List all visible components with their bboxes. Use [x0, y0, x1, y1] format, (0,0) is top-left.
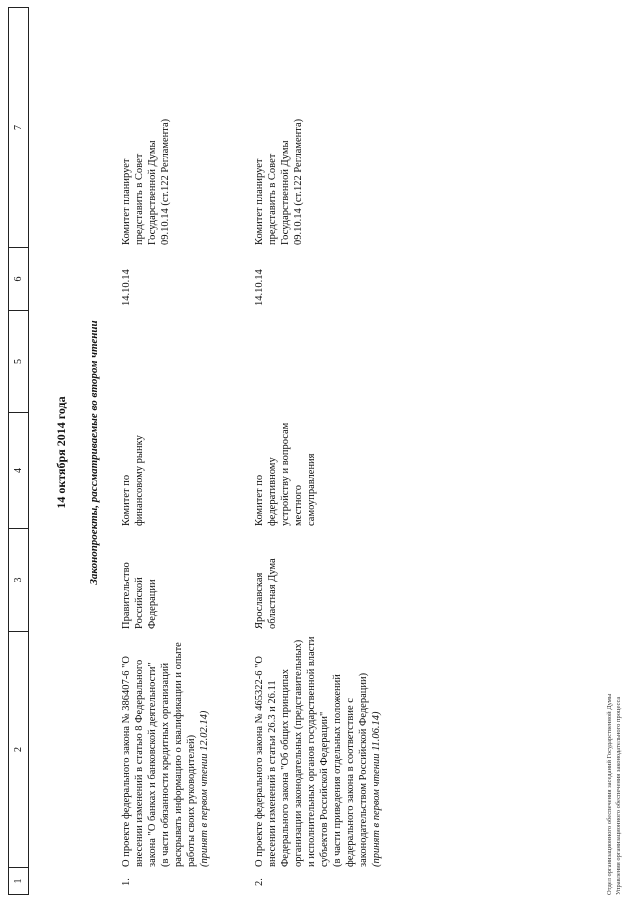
- bill-initiator: Правительство Российской Федерации: [121, 562, 158, 629]
- bill-note: (в части обязанности кредитных организаций раскрывать информацию о квалификации и опыте работы своих руководителей): [160, 642, 197, 867]
- col-num-1: 1: [13, 878, 24, 884]
- col-num-5: 5: [9, 311, 28, 413]
- bill-description: [120, 633, 211, 869]
- footer-line-2: Управления организационного обеспечения законодательного процесса: [615, 696, 622, 895]
- bill-committee: Комитет по финансовому рынку: [121, 435, 145, 526]
- bill-description: [253, 633, 383, 869]
- page-number: [0, 0, 1, 894]
- col-num-3: 3: [9, 529, 28, 632]
- bill-date: 14.10.14: [254, 269, 265, 306]
- bill-title: О проекте федерального закона № 465322-6 "О внесении изменений в статьи 26.3 и 26.11 Федерального закона "Об общих принципах организации законодательных (представительных) и исполнительных органов государственной власти субъектов Российской Федерации": [254, 636, 330, 867]
- bill-number: 1.: [121, 878, 132, 886]
- bill-reading: (принят в первом чтении 12.02.14): [199, 710, 210, 867]
- bill-row: [120, 7, 250, 895]
- bill-committee: Комитет по федеративному устройству и вопросам местного самоуправления: [254, 422, 317, 526]
- col-num-2: 2: [9, 632, 28, 868]
- col-num-7: 7: [9, 8, 28, 248]
- bill-note: (в части приведения отдельных положений федерального закона в соответствие с законодательством Российской Федерации): [332, 672, 369, 867]
- col-num-6: 6: [9, 248, 28, 311]
- bill-number: 2.: [254, 878, 265, 886]
- date-title: 14 октября 2014 года: [54, 396, 68, 509]
- bill-date: 14.10.14: [121, 269, 132, 306]
- column-number-header: [8, 7, 29, 895]
- bill-plan: Комитет планирует представить в Совет Государственной Думы 09.10.14 (ст.122 Регламента): [254, 118, 304, 245]
- bill-reading: (принят в первом чтении 11.06.14): [371, 711, 382, 867]
- section-title: Законопроекты, рассматриваемые во втором чтении: [88, 320, 100, 585]
- bill-plan: Комитет планирует представить в Совет Государственной Думы 09.10.14 (ст.122 Регламента): [121, 118, 171, 245]
- bill-title: О проекте федерального закона № 386407-6 "О внесении изменений в статью 8 Федерального закона "О банках и банковской деятельности": [121, 655, 158, 867]
- footer: [605, 694, 623, 895]
- bill-row: [253, 7, 473, 895]
- footer-line-1: Отдел организационного обеспечения заседаний Государственной Думы: [606, 693, 613, 895]
- bill-initiator: Ярославская областная Дума: [254, 558, 278, 629]
- col-num-4: 4: [9, 413, 28, 529]
